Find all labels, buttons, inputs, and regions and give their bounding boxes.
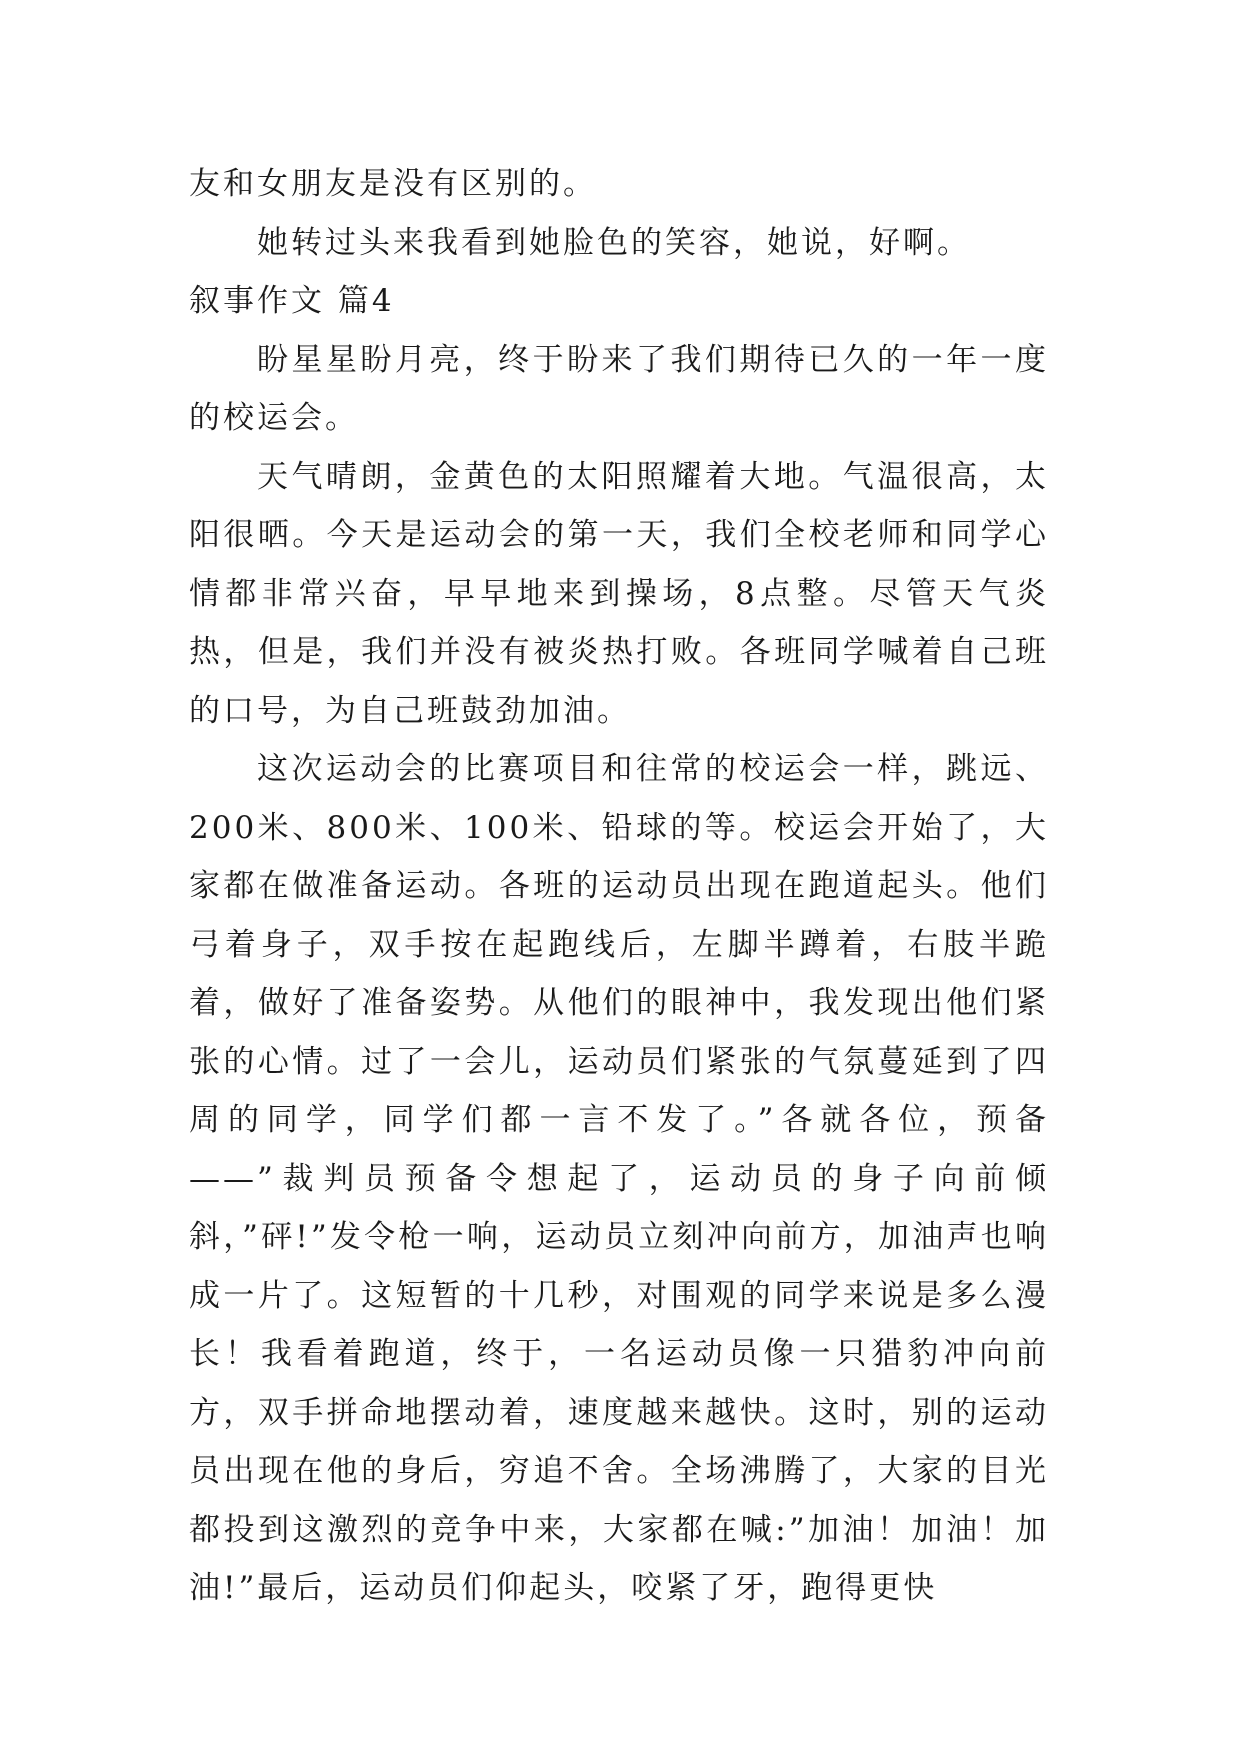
paragraph: 天气晴朗，金黄色的太阳照耀着大地。气温很高，太阳很晒。今天是运动会的第一天，我们全校老师和同学心情都非常兴奋，早早地来到操场，8点整。尽管天气炎热，但是，我们并没有被炎热打败。各班同学喊着自己班的口号，为自己班鼓劲加油。 xyxy=(189,458,1049,729)
paragraph: 这次运动会的比赛项目和往常的校运会一样，跳远、200米、800米、100米、铅球的等。校运会开始了，大家都在做准备运动。各班的运动员出现在跑道起头。他们弓着身子，双手按在起跑线后，左脚半蹲着，右肢半跪着，做好了准备姿势。从他们的眼神中，我发现出他们紧张的心情。过了一会儿，运动员们紧张的气氛蔓延到了四周的同学，同学们都一言不发了。”各就各位，预备——”裁判员预备令想起了，运动员的身子向前倾斜，”砰!”发令枪一响，运动员立刻冲向前方，加油声也响成一片了。这短暂的十几秒，对围观的同学来说是多么漫长！我看着跑道，终于，一名运动员像一只猎豹冲向前方，双手拼命地摆动着，速度越来越快。这时，别的运动员出现在他的身后，穷追不舍。全场沸腾了，大家的目光都投到这激烈的竞争中来，大家都在喊:”加油！加油！加油!”最后，运动员们仰起头，咬紧了牙，跑得更快 xyxy=(189,751,1049,1606)
paragraph: 她转过头来我看到她脸色的笑容，她说，好啊。 xyxy=(257,224,971,261)
section-heading: 叙事作文 篇4 xyxy=(189,283,395,319)
paragraph: 盼星星盼月亮，终于盼来了我们期待已久的一年一度的校运会。 xyxy=(189,341,1049,436)
paragraph-continuation: 友和女朋友是没有区别的。 xyxy=(189,166,597,202)
document-body xyxy=(189,155,1049,1618)
